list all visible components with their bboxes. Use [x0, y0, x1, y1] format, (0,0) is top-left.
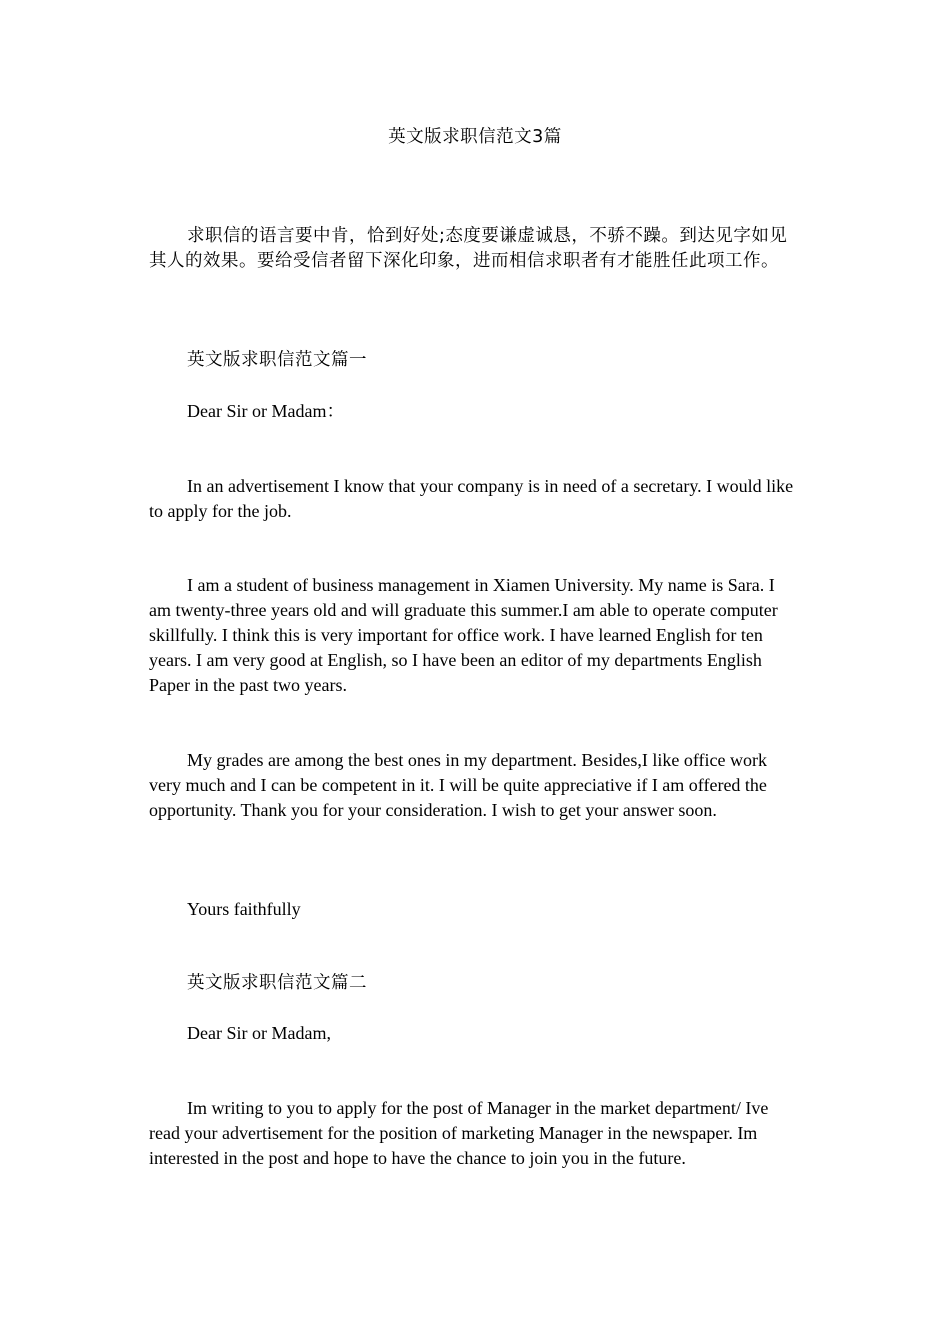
sample2-heading: 英文版求职信范文篇二 [187, 973, 367, 993]
sample1-heading: 英文版求职信范文篇一 [187, 350, 367, 370]
sample1-salutation: Dear Sir or Madam： [187, 401, 345, 421]
intro-paragraph: 求职信的语言要中肯，恰到好处;态度要谦虚诚恳，不骄不躁。到达见字如见其人的效果。要给受信者留下深化印象，进而相信求职者有才能胜任此项工作。 [149, 226, 788, 271]
sample1-closing: Yours faithfully [187, 899, 301, 919]
sample1-paragraph-2: I am a student of business management in Xiamen University. My name is Sara. I am twenty-three years old and will graduate this summer.I am able to operate computer skillfully. I think this is very important for office work. I have learned English for ten years. I am very good at English, so I have been an editor of my departments English Paper in the past two years. [149, 575, 778, 695]
sample2-paragraph-1: Im writing to you to apply for the post of Manager in the market department/ Ive read your advertisement for the position of marketing Manager in the newspaper. Im interested in the post and hope to have the chance to join you in the future. [149, 1098, 769, 1168]
sample1-paragraph-3: My grades are among the best ones in my department. Besides,I like office work very much and I can be competent in it. I will be quite appreciative if I am offered the opportunity. Thank you for your consideration. I wish to get your answer soon. [149, 750, 768, 820]
document-title: 英文版求职信范文3篇 [388, 127, 562, 147]
sample1-paragraph-1: In an advertisement I know that your company is in need of a secretary. I would like to apply for the job. [149, 476, 794, 521]
sample2-salutation: Dear Sir or Madam, [187, 1023, 331, 1043]
